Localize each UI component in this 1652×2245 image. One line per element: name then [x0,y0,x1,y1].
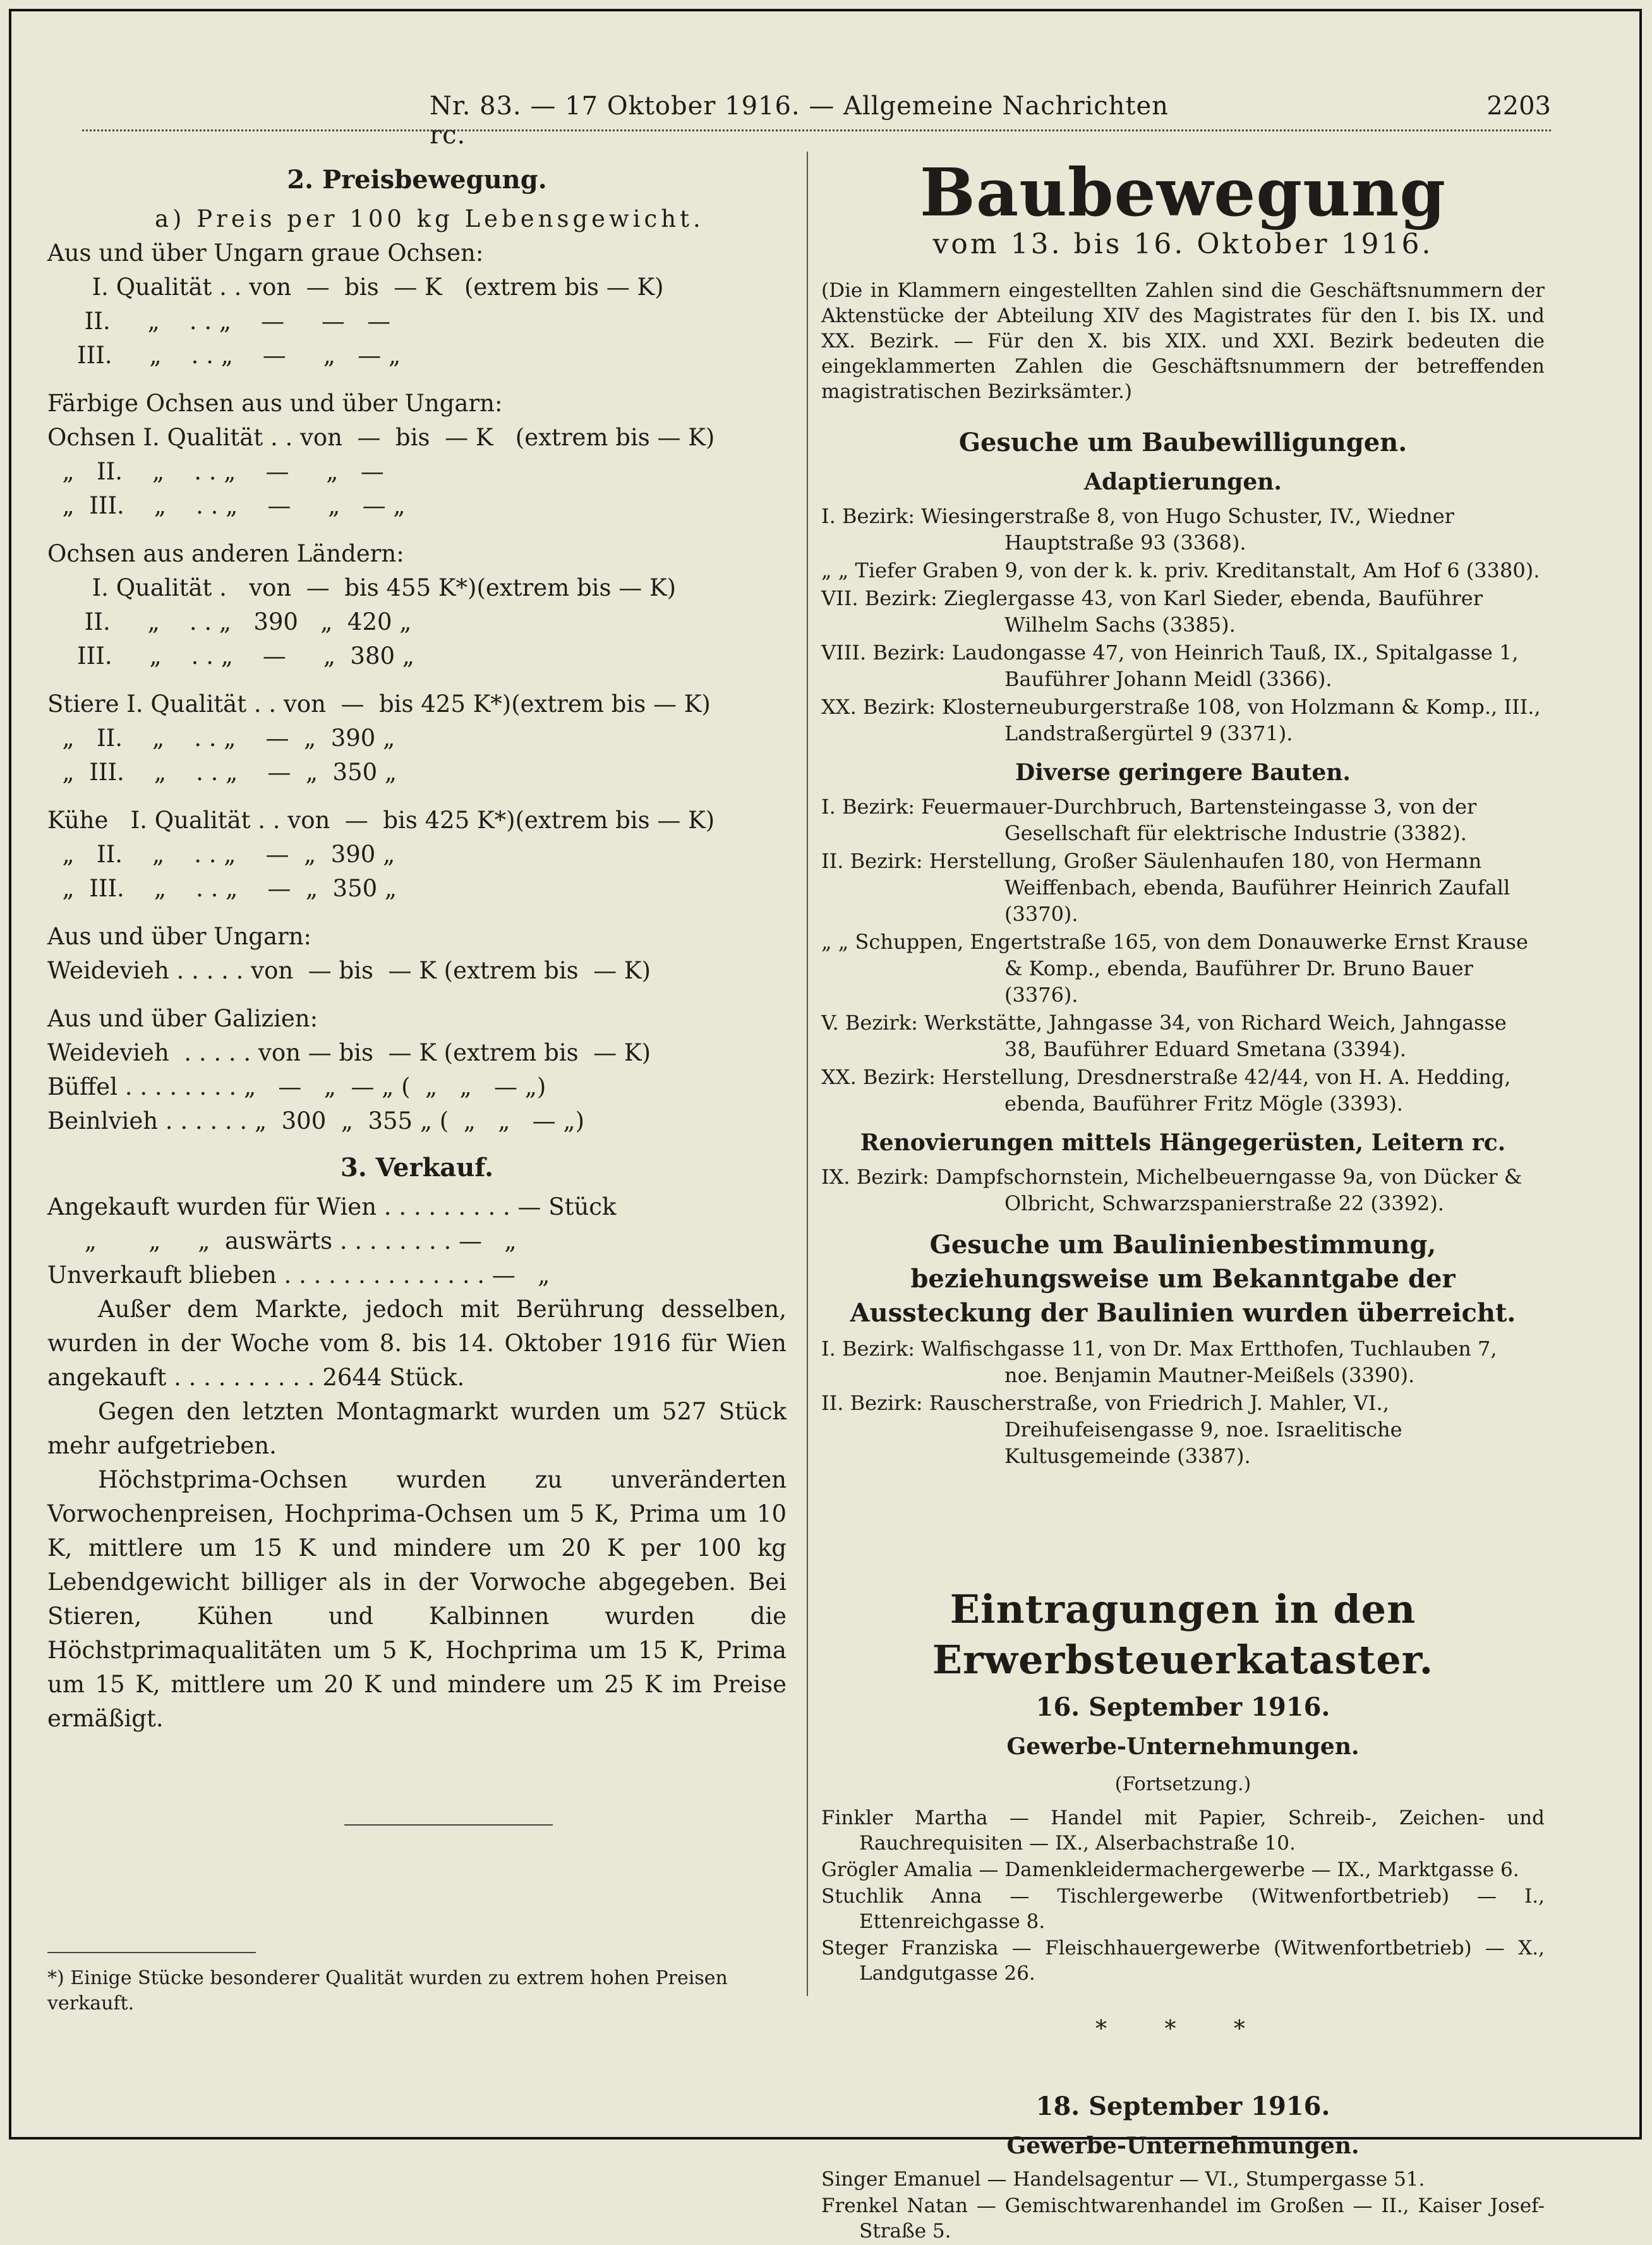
price-line: III. „ . . „ — „ — „ [47,342,401,369]
section-title-preisbewegung: 2. Preisbewegung. [287,165,547,195]
header-rule [82,129,1551,131]
date-18-september: 18. September 1916. [1035,2092,1330,2121]
kataster-entry: Singer Emanuel — Handelsagentur — VI., Stumpergasse 51. [821,2168,1425,2191]
bezirk-entry: „ „ Tiefer Graben 9, von der k. k. priv. Kreditanstalt, Am Hof 6 (3380). [821,558,1540,582]
verkauf-line: Unverkauft blieben . . . . . . . . . . . . . . — „ [47,1261,550,1289]
price-table [47,236,787,1138]
kataster-entry: Steger Franziska — Fleischhauergewerbe (Witwenfortbetrieb) — X., Landgutgasse 26. [821,1937,1545,1985]
paragraph: Höchstprima-Ochsen wurden zu unveränderten Vorwochenpreisen, Hochprima-Ochsen um 5 K, Prima um 10 K, mittlere um 15 K und mindere um 20 K per 100 kg Lebendgewicht billiger als in der Vorwoche abgegeben. Bei Stieren, Kühen und Kalbinnen wurden die Höchstprimaqualitäten um 5 K, Hochprima um 15 K, Prima um 15 K, mittlere um 20 K und mindere um 25 K im Preise ermäßigt. [47,1466,787,1732]
price-line: Weidevieh . . . . . von — bis — K (extrem bis — K) [47,1039,651,1066]
kataster-entry: Stuchlik Anna — Tischlergewerbe (Witwenfortbetrieb) — I., Ettenreichgasse 8. [821,1885,1545,1933]
bezirk-entry: II. Bezirk: Rauscherstraße, von Friedrich J. Mahler, VI., Dreihufeisengasse 9, noe. Israelitische Kultusgemeinde (3387). [821,1391,1402,1468]
price-line: Beinlvieh . . . . . . „ 300 „ 355 „ ( „ „ — „) [47,1107,585,1135]
price-line: „ II. „ . . „ — „ 390 „ [47,725,395,752]
price-line: „ II. „ . . „ — „ 390 „ [47,841,395,868]
date-range: vom 13. bis 16. Oktober 1916. [932,228,1433,260]
footnote: *) Einige Stücke besonderer Qualität wurden zu extrem hohen Preisen verkauft. [47,1967,728,2014]
baulinien-list [821,1335,1545,1469]
price-line: II. „ . . „ 390 „ 420 „ [47,608,412,635]
price-line: „ II. „ . . „ — „ — [47,458,384,485]
price-line [47,373,787,387]
bezirk-entry: I. Bezirk: Walfischgasse 11, von Dr. Max Ertthofen, Tuchlauben 7, noe. Benjamin Mautner-Meißels (3390). [821,1337,1497,1387]
bezirk-entry: II. Bezirk: Herstellung, Großer Säulenhaufen 180, von Hermann Weiffenbach, ebenda, Bauführer Heinrich Zaufall (3370). [821,849,1510,926]
diverse-list [821,793,1545,1117]
bezirk-entry: I. Bezirk: Wiesingerstraße 8, von Hugo Schuster, IV., Wiedner Hauptstraße 93 (3368). [821,504,1454,555]
headline-erwerbsteuer: Eintragungen in den Erwerbsteuerkataster. [932,1586,1434,1683]
heading-renovierungen: Renovierungen mittels Hängegerüsten, Leitern rc. [860,1129,1506,1156]
heading-baulinien: Gesuche um Baulinienbestimmung, beziehungsweise um Bekanntgabe der Aussteckung der Baulinien wurden überreicht. [850,1230,1516,1328]
price-line: II. „ . . „ — — — [47,308,391,335]
subsection-a: a) Preis per 100 kg Lebensgewicht. [155,205,704,232]
bezirk-entry: XX. Bezirk: Herstellung, Dresdnerstraße 42/44, von H. A. Hedding, ebenda, Bauführer Fritz Mögle (3393). [821,1065,1511,1116]
price-line: Aus und über Ungarn: [47,923,312,950]
adaptierungen-list [821,503,1545,747]
price-line: Färbige Ochsen aus und über Ungarn: [47,390,503,417]
price-line: „ III. „ . . „ — „ — „ [47,492,406,519]
renovierungen-list [821,1164,1545,1217]
price-line: Weidevieh . . . . . von — bis — K (extrem bis — K) [47,957,651,984]
page-number: 2203 [1486,92,1551,121]
bezirk-entry: XX. Bezirk: Klosterneuburgerstraße 108, von Holzmann & Komp., III., Landstraßergürtel 9 (3371). [821,695,1541,745]
headline-baubewegung: Baubewegung [919,153,1447,231]
bezirk-entry: IX. Bezirk: Dampfschornstein, Michelbeuerngasse 9a, von Dücker & Olbricht, Schwarzspanierstraße 22 (3392). [821,1165,1522,1215]
heading-adaptierungen: Adaptierungen. [1084,469,1282,495]
verkauf-table [47,1190,787,1292]
entries-18-september [821,2167,1545,2244]
date-16-september: 16. September 1916. [1035,1692,1330,1722]
explanatory-note: (Die in Klammern eingestellten Zahlen sind die Geschäftsnummern der Aktenstücke der Abteilung XIV des Magistrates für den I. bis IX. und XX. Bezirk. — Für den X. bis XIX. und XXI. Bezirk bedeuten die eingeklammerten Zahlen die Geschäftsnummern der betreffenden magistratischen Bezirksämter.) [821,279,1545,403]
price-line: Aus und über Ungarn graue Ochsen: [47,239,484,267]
left-column [47,158,787,2016]
column-rule [807,152,808,1996]
bezirk-entry: VII. Bezirk: Zieglergasse 43, von Karl Sieder, ebenda, Bauführer Wilhelm Sachs (3385). [821,586,1483,637]
separator-stars: * * * [1095,2016,1270,2042]
bezirk-entry: V. Bezirk: Werkstätte, Jahngasse 34, von Richard Weich, Jahngasse 38, Bauführer Eduard Smetana (3394). [821,1011,1507,1061]
price-line: I. Qualität . von — bis 455 K*)(extrem bis — K) [47,574,677,601]
price-line: Ochsen aus anderen Ländern: [47,540,404,567]
price-line: Ochsen I. Qualität . . von — bis — K (extrem bis — K) [47,424,715,451]
kataster-entry: Grögler Amalia — Damenkleidermachergewerbe — IX., Marktgasse 6. [821,1858,1519,1881]
price-line: Aus und über Galizien: [47,1005,318,1032]
price-line: „ III. „ . . „ — „ 350 „ [47,875,397,902]
running-header: Nr. 83. — 17 Oktober 1916. — Allgemeine Nachrichten rc. [430,92,1169,150]
bezirk-entry: I. Bezirk: Feuermauer-Durchbruch, Bartensteingasse 3, von der Gesellschaft für elektrische Industrie (3382). [821,795,1477,845]
heading-diverse: Diverse geringere Bauten. [1015,759,1351,786]
price-line: III. „ . . „ — „ 380 „ [47,642,414,670]
price-line: I. Qualität . . von — bis — K (extrem bis — K) [47,274,664,301]
price-line [47,790,787,804]
divider [344,1824,553,1826]
verkauf-line: „ „ „ auswärts . . . . . . . . — „ [47,1227,517,1255]
footnote-rule [47,1952,256,1953]
heading-gesuche: Gesuche um Baubewilligungen. [958,428,1408,457]
price-line: Stiere I. Qualität . . von — bis 425 K*)(extrem bis — K) [47,690,711,718]
fortsetzung: (Fortsetzung.) [1114,1773,1251,1795]
right-column [821,153,1545,2245]
heading-gewerbe-2: Gewerbe-Unternehmungen. [1006,2133,1360,2159]
price-line: Büffel . . . . . . . . „ — „ — „ ( „ „ — „) [47,1073,546,1100]
paragraph: Gegen den letzten Montagmarkt wurden um 527 Stück mehr aufgetrieben. [47,1398,787,1459]
entries-16-september [821,1805,1545,1986]
bezirk-entry: „ „ Schuppen, Engertstraße 165, von dem Donauwerke Ernst Krause & Komp., ebenda, Bauführer Dr. Bruno Bauer (3376). [821,930,1528,1007]
verkauf-line: Angekauft wurden für Wien . . . . . . . . . — Stück [47,1193,617,1220]
kataster-entry: Frenkel Natan — Gemischtwarenhandel im Großen — II., Kaiser Josef-Straße 5. [821,2194,1545,2242]
kataster-entry: Finkler Martha — Handel mit Papier, Schreib-, Zeichen- und Rauchrequisiten — IX., Alserbachstraße 10. [821,1807,1545,1855]
price-line: Kühe I. Qualität . . von — bis 425 K*)(extrem bis — K) [47,807,715,834]
paragraph: Außer dem Markte, jedoch mit Berührung desselben, wurden in der Woche vom 8. bis 14. Oktober 1916 für Wien angekauft . . . . . . . . . . 2644 Stück. [47,1296,787,1391]
price-line [47,988,787,1002]
price-line [47,906,787,920]
price-line [47,673,787,687]
section-title-verkauf: 3. Verkauf. [341,1153,493,1183]
bezirk-entry: VIII. Bezirk: Laudongasse 47, von Heinrich Tauß, IX., Spitalgasse 1, Bauführer Johann Meidl (3366). [821,641,1519,691]
price-line: „ III. „ . . „ — „ 350 „ [47,759,397,786]
price-line [47,523,787,537]
heading-gewerbe-1: Gewerbe-Unternehmungen. [1006,1733,1360,1760]
